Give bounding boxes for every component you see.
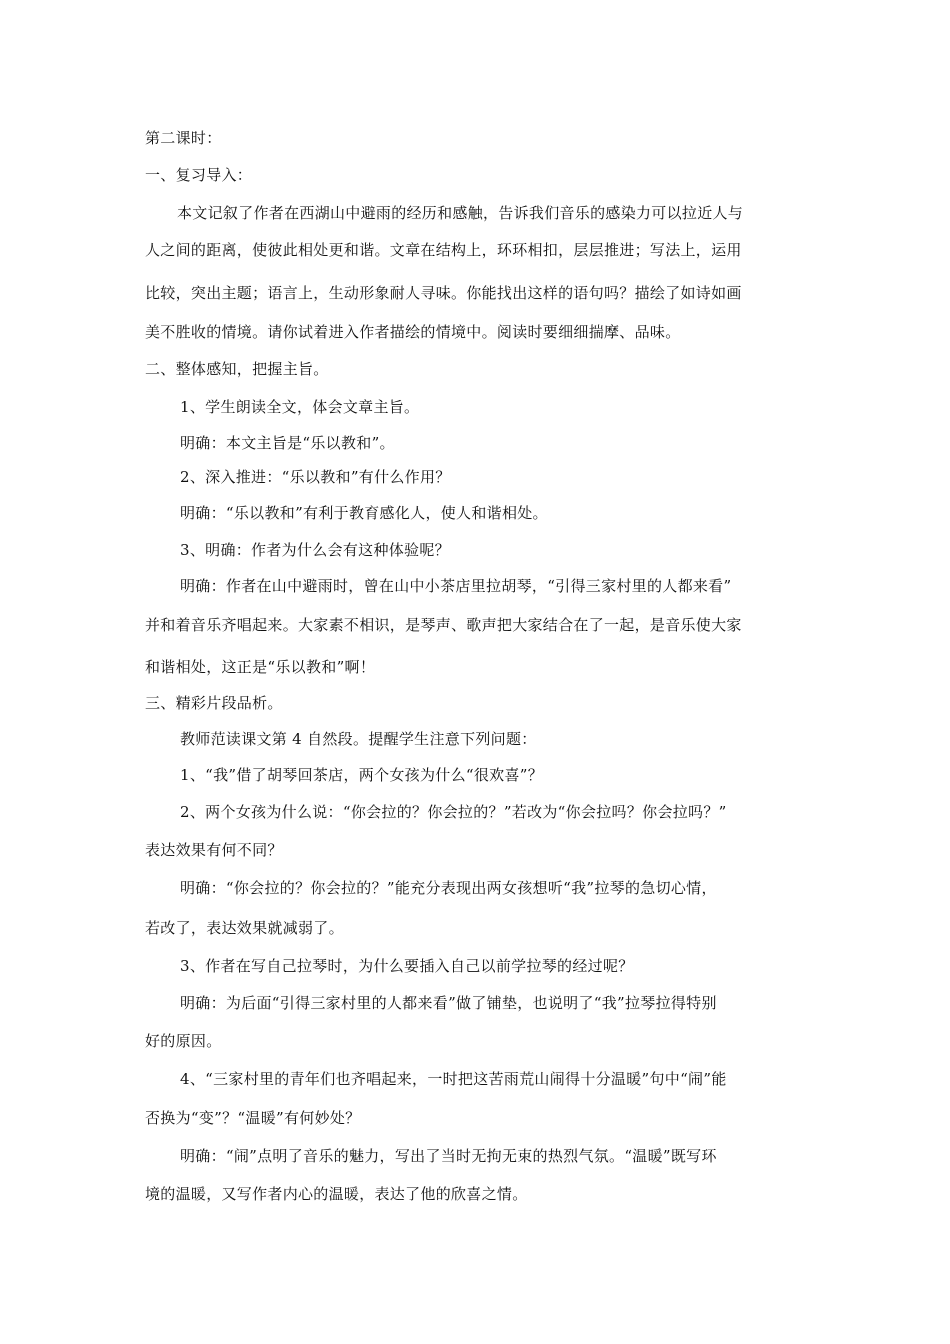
answer-line: 境的温暖，又写作者内心的温暖，表达了他的欣喜之情。 <box>145 1185 528 1203</box>
answer-line: 明确：“你会拉的？你会拉的？”能充分表现出两女孩想听“我”拉琴的急切心情， <box>180 879 717 897</box>
question-item: 表达效果有何不同？ <box>145 841 283 859</box>
question-item: 1、学生朗读全文，体会文章主旨。 <box>180 398 420 416</box>
question-item: 否换为“变”？“温暖”有何妙处？ <box>145 1109 361 1127</box>
answer-line: 并和着音乐齐唱起来。大家素不相识，是琴声、歌声把大家结合在了一起，是音乐使大家 <box>145 616 742 634</box>
lesson-heading: 第二课时： <box>145 129 222 147</box>
question-item: 2、两个女孩为什么说：“你会拉的？你会拉的？”若改为“你会拉吗？你会拉吗？” <box>180 803 727 821</box>
answer-line: 明确：为后面“引得三家村里的人都来看”做了铺垫，也说明了“我”拉琴拉得特别 <box>180 994 717 1012</box>
answer-line: 好的原因。 <box>145 1032 222 1050</box>
answer-line: 明确：作者在山中避雨时，曾在山中小茶店里拉胡琴，“引得三家村里的人都来看” <box>180 577 732 595</box>
paragraph-line: 人之间的距离，使彼此相处更和谐。文章在结构上，环环相扣，层层推进；写法上，运用 <box>145 241 742 259</box>
question-item: 2、深入推进：“乐以教和”有什么作用？ <box>180 468 451 486</box>
answer-line: 明确：“乐以教和”有利于教育感化人，使人和谐相处。 <box>180 504 548 522</box>
answer-line: 若改了，表达效果就减弱了。 <box>145 919 344 937</box>
answer-line: 明确：“闹”点明了音乐的魅力，写出了当时无拘无束的热烈气氛。“温暖”既写环 <box>180 1147 717 1165</box>
instruction-line: 教师范读课文第 4 自然段。提醒学生注意下列问题： <box>180 730 537 748</box>
paragraph-line: 比较，突出主题；语言上，生动形象耐人寻味。你能找出这样的语句吗？描绘了如诗如画 <box>145 284 742 302</box>
question-item: 4、“三家村里的青年们也齐唱起来，一时把这苦雨荒山闹得十分温暖”句中“闹”能 <box>180 1070 727 1088</box>
question-item: 3、作者在写自己拉琴时，为什么要插入自己以前学拉琴的经过呢？ <box>180 957 634 975</box>
question-item: 1、“我”借了胡琴回茶店，两个女孩为什么“很欢喜”？ <box>180 766 544 784</box>
answer-line: 明确：本文主旨是“乐以教和”。 <box>180 434 395 452</box>
paragraph-line: 本文记叙了作者在西湖山中避雨的经历和感触，告诉我们音乐的感染力可以拉近人与 <box>177 204 744 222</box>
paragraph-line: 美不胜收的情境。请你试着进入作者描绘的情境中。阅读时要细细揣摩、品味。 <box>145 323 681 341</box>
section-heading-overview: 二、整体感知，把握主旨。 <box>145 360 329 378</box>
section-heading-review: 一、复习导入： <box>145 166 253 184</box>
question-item: 3、明确：作者为什么会有这种体验呢？ <box>180 541 450 559</box>
answer-line: 和谐相处，这正是“乐以教和”啊！ <box>145 658 376 676</box>
section-heading-analysis: 三、精彩片段品析。 <box>145 694 283 712</box>
